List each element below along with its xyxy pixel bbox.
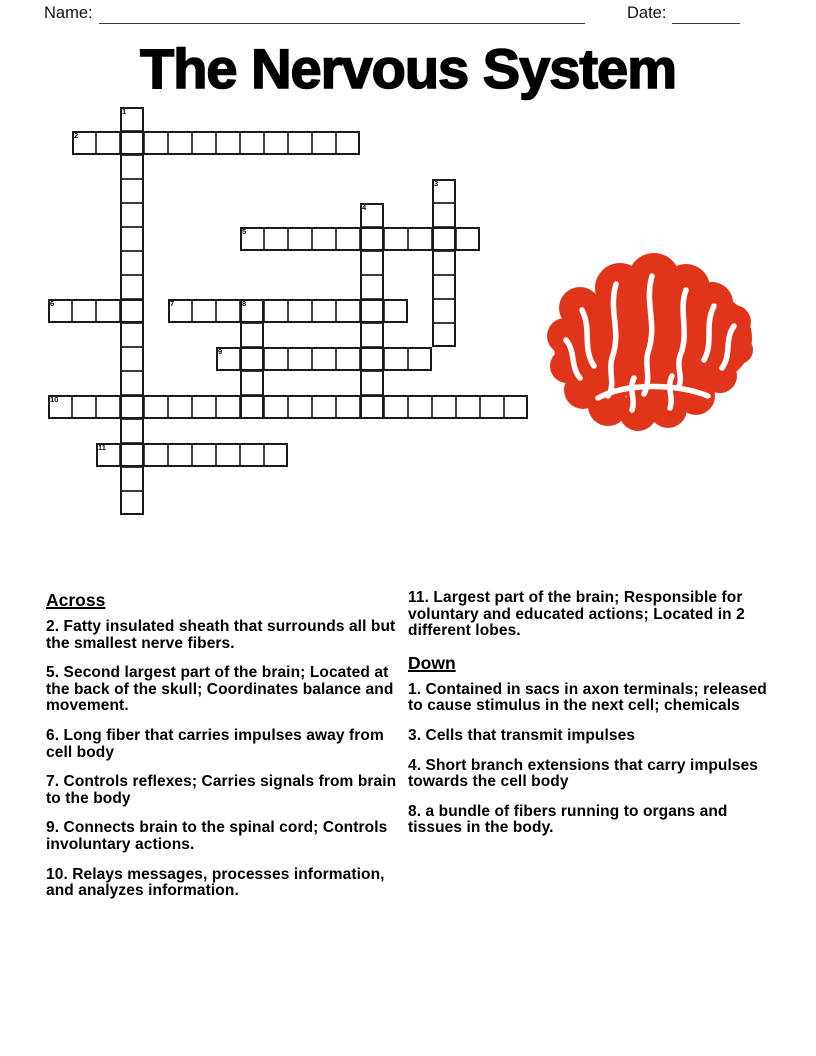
clue xyxy=(46,728,400,761)
grid-cell[interactable] xyxy=(432,299,456,323)
grid-cell[interactable] xyxy=(408,395,432,419)
grid-cell[interactable] xyxy=(120,323,144,347)
grid-cell[interactable] xyxy=(240,299,264,323)
grid-cell[interactable] xyxy=(120,275,144,299)
clue-number: 2. xyxy=(46,618,64,635)
grid-cell[interactable] xyxy=(312,347,336,371)
grid-cell[interactable] xyxy=(432,179,456,203)
grid-cell[interactable] xyxy=(168,395,192,419)
grid-cell[interactable] xyxy=(360,227,384,251)
grid-cell[interactable] xyxy=(432,395,456,419)
grid-cell[interactable] xyxy=(168,299,192,323)
grid-cell[interactable] xyxy=(432,275,456,299)
grid-cell[interactable] xyxy=(408,347,432,371)
cell-number: 3 xyxy=(434,179,439,188)
grid-cell[interactable] xyxy=(360,323,384,347)
grid-cell[interactable] xyxy=(48,395,72,419)
grid-cell[interactable] xyxy=(336,395,360,419)
grid-cell[interactable] xyxy=(96,443,120,467)
clue-number: 5. xyxy=(46,664,64,682)
grid-cell[interactable] xyxy=(120,299,144,323)
date-label: Date: xyxy=(627,4,667,22)
grid-cell[interactable] xyxy=(120,491,144,515)
grid-cell[interactable] xyxy=(264,227,288,251)
grid-cell[interactable] xyxy=(192,131,216,155)
clue-number: 11. xyxy=(408,589,434,606)
grid-cell[interactable] xyxy=(360,299,384,323)
clues-column-right xyxy=(408,590,780,850)
grid-cell[interactable] xyxy=(216,395,240,419)
grid-cell[interactable] xyxy=(96,131,120,155)
grid-cell[interactable] xyxy=(120,443,144,467)
grid-cell[interactable] xyxy=(312,395,336,419)
grid-cell[interactable] xyxy=(360,395,384,419)
clue-number: 8. xyxy=(408,802,426,820)
grid-cell[interactable] xyxy=(120,155,144,179)
grid-cell[interactable] xyxy=(336,227,360,251)
grid-cell[interactable] xyxy=(120,179,144,203)
grid-cell[interactable] xyxy=(192,443,216,467)
cell-number: 2 xyxy=(74,131,79,140)
grid-cell[interactable] xyxy=(120,251,144,275)
clue-number: 4. xyxy=(408,756,426,774)
grid-cell[interactable] xyxy=(240,371,264,395)
cell-number: 11 xyxy=(98,443,106,452)
grid-cell[interactable] xyxy=(264,347,288,371)
grid-cell[interactable] xyxy=(360,251,384,275)
date-blank-line[interactable] xyxy=(672,23,740,24)
grid-cell[interactable] xyxy=(216,347,240,371)
grid-cell[interactable] xyxy=(456,395,480,419)
grid-cell[interactable] xyxy=(336,299,360,323)
grid-cell[interactable] xyxy=(144,395,168,419)
clue-text: Fatty insulated sheath that surrounds all but the smallest nerve fibers. xyxy=(46,618,396,652)
across-clues-overflow xyxy=(408,590,780,640)
grid-cell[interactable] xyxy=(192,395,216,419)
grid-cell[interactable] xyxy=(312,299,336,323)
grid-cell[interactable] xyxy=(120,347,144,371)
grid-cell[interactable] xyxy=(384,395,408,419)
grid-cell[interactable] xyxy=(72,131,96,155)
grid-cell[interactable] xyxy=(120,131,144,155)
cell-number: 8 xyxy=(242,299,247,308)
cell-number: 9 xyxy=(218,347,223,356)
grid-cell[interactable] xyxy=(456,227,480,251)
grid-cell[interactable] xyxy=(192,299,216,323)
cell-number: 6 xyxy=(50,299,55,308)
clue-text: Contained in sacs in axon terminals; released to cause stimulus in the next cell; chemicals xyxy=(408,680,767,715)
grid-cell[interactable] xyxy=(72,395,96,419)
clue xyxy=(46,619,400,652)
clue-number: 6. xyxy=(46,726,64,744)
clue xyxy=(46,820,400,853)
grid-cell[interactable] xyxy=(432,227,456,251)
clue xyxy=(46,665,400,715)
grid-cell[interactable] xyxy=(384,299,408,323)
clue xyxy=(46,774,400,807)
brain-illustration xyxy=(536,246,772,446)
grid-cell[interactable] xyxy=(120,107,144,131)
grid-cell[interactable] xyxy=(312,131,336,155)
grid-cell[interactable] xyxy=(360,275,384,299)
grid-cell[interactable] xyxy=(96,395,120,419)
name-label: Name: xyxy=(44,4,93,22)
clue-text: Second largest part of the brain; Located at the back of the skull; Coordinates balance and movement. xyxy=(46,664,394,715)
grid-cell[interactable] xyxy=(264,395,288,419)
grid-cell[interactable] xyxy=(240,131,264,155)
clue xyxy=(408,682,780,715)
grid-cell[interactable] xyxy=(312,227,336,251)
grid-cell[interactable] xyxy=(288,131,312,155)
clue-number: 1. xyxy=(408,680,426,698)
grid-cell[interactable] xyxy=(360,347,384,371)
grid-cell[interactable] xyxy=(96,299,120,323)
grid-cell[interactable] xyxy=(384,227,408,251)
grid-cell[interactable] xyxy=(336,347,360,371)
clues-column-left xyxy=(46,590,400,913)
grid-cell[interactable] xyxy=(264,443,288,467)
clue-text: a bundle of fibers running to organs and tissues in the body. xyxy=(408,802,728,837)
grid-cell[interactable] xyxy=(240,227,264,251)
clue-number: 10. xyxy=(46,865,73,883)
cell-number: 7 xyxy=(170,299,175,308)
grid-cell[interactable] xyxy=(120,395,144,419)
grid-cell[interactable] xyxy=(408,227,432,251)
grid-cell[interactable] xyxy=(120,203,144,227)
grid-cell[interactable] xyxy=(432,203,456,227)
grid-cell[interactable] xyxy=(264,299,288,323)
grid-cell[interactable] xyxy=(120,467,144,491)
page-title: The Nervous System xyxy=(140,37,676,100)
clue-text: Controls reflexes; Carries signals from brain to the body xyxy=(46,773,397,807)
name-blank-line[interactable] xyxy=(99,23,585,24)
clue-text: Cells that transmit impulses xyxy=(425,726,636,744)
clue-number: 9. xyxy=(46,819,64,837)
clue-text: Long fiber that carries impulses away from cell body xyxy=(46,726,384,761)
grid-cell[interactable] xyxy=(120,371,144,395)
grid-cell[interactable] xyxy=(288,227,312,251)
clue-text: Largest part of the brain; Responsible for voluntary and educated actions; Located in 2 different lobes. xyxy=(408,589,745,640)
grid-cell[interactable] xyxy=(48,299,72,323)
cell-number: 5 xyxy=(242,227,247,236)
grid-cell[interactable] xyxy=(432,323,456,347)
grid-cell[interactable] xyxy=(360,203,384,227)
clue-text: Connects brain to the spinal cord; Controls involuntary actions. xyxy=(46,819,388,853)
clue-number: 3. xyxy=(408,726,426,744)
grid-cell[interactable] xyxy=(240,347,264,371)
grid-cell[interactable] xyxy=(288,395,312,419)
grid-cell[interactable] xyxy=(480,395,504,419)
grid-cell[interactable] xyxy=(216,299,240,323)
across-heading: Across xyxy=(46,590,106,610)
clue xyxy=(408,758,780,791)
clue xyxy=(408,590,780,640)
grid-cell[interactable] xyxy=(72,299,96,323)
grid-cell[interactable] xyxy=(144,443,168,467)
clue-text: Relays messages, processes information, and analyzes information. xyxy=(46,865,385,900)
grid-cell[interactable] xyxy=(384,347,408,371)
grid-cell[interactable] xyxy=(240,323,264,347)
grid-cell[interactable] xyxy=(432,251,456,275)
grid-cell[interactable] xyxy=(240,443,264,467)
grid-cell[interactable] xyxy=(288,347,312,371)
grid-cell[interactable] xyxy=(216,131,240,155)
cell-number: 10 xyxy=(50,395,59,404)
grid-cell[interactable] xyxy=(360,371,384,395)
across-clues-list xyxy=(46,619,400,900)
clue-text: Short branch extensions that carry impulses towards the cell body xyxy=(408,756,759,791)
grid-cell[interactable] xyxy=(120,419,144,443)
down-heading: Down xyxy=(408,652,456,673)
down-clues-list xyxy=(408,682,780,837)
grid-cell[interactable] xyxy=(216,443,240,467)
cell-number: 4 xyxy=(362,203,367,212)
grid-cell[interactable] xyxy=(288,299,312,323)
cell-number: 1 xyxy=(122,107,127,116)
grid-cell[interactable] xyxy=(264,131,288,155)
grid-cell[interactable] xyxy=(168,443,192,467)
grid-cell[interactable] xyxy=(504,395,528,419)
clue-number: 7. xyxy=(46,773,64,791)
grid-cell[interactable] xyxy=(168,131,192,155)
clue xyxy=(408,804,780,837)
grid-cell[interactable] xyxy=(120,227,144,251)
grid-cell[interactable] xyxy=(240,395,264,419)
clue xyxy=(408,728,780,745)
clue xyxy=(46,867,400,900)
grid-cell[interactable] xyxy=(336,131,360,155)
grid-cell[interactable] xyxy=(144,131,168,155)
